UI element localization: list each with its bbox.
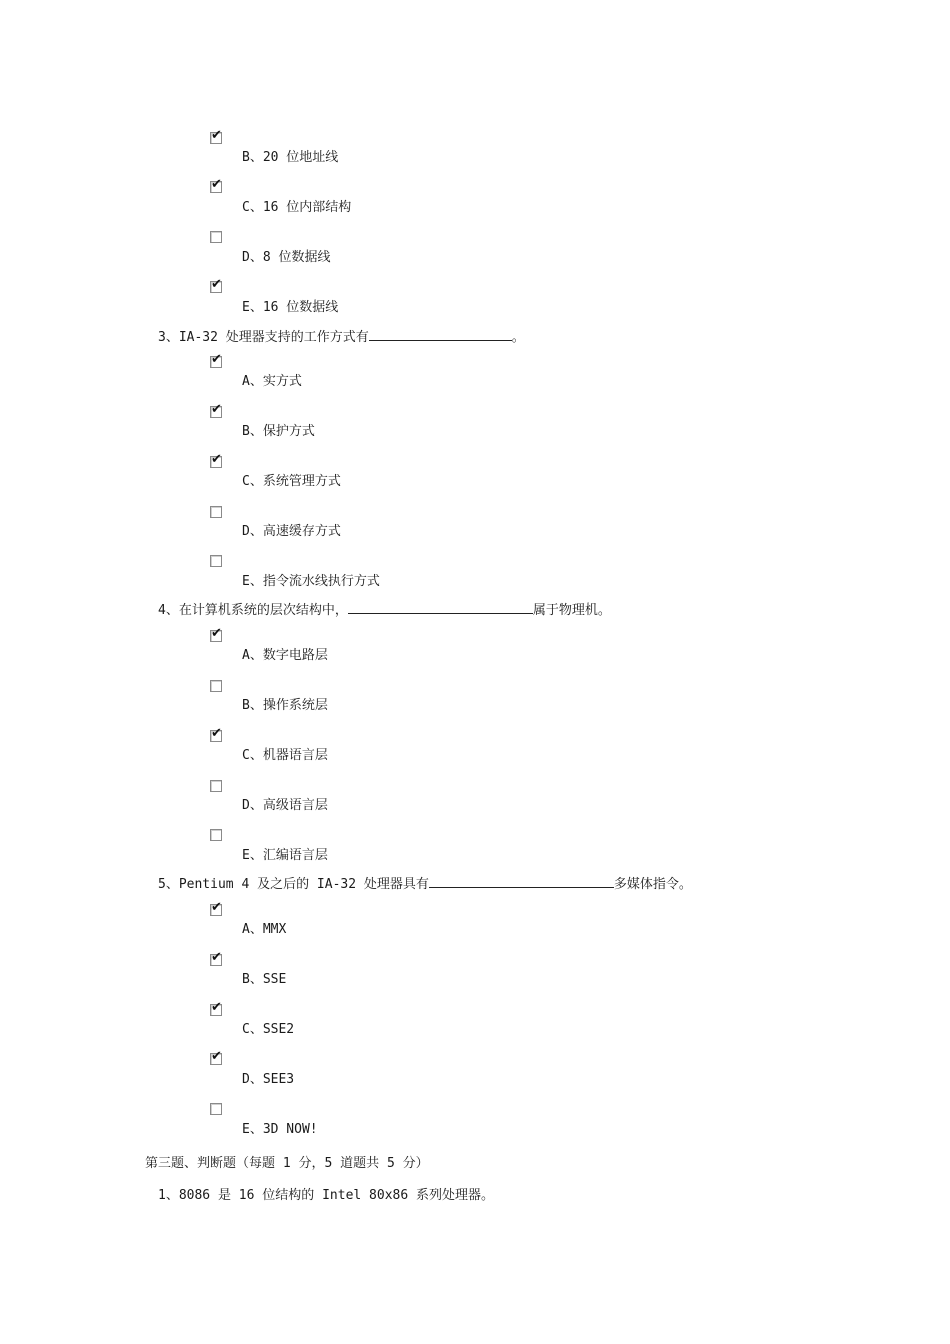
answer-blank xyxy=(348,602,533,614)
option-label: C、系统管理方式 xyxy=(242,474,341,489)
checkmark-icon: ✔ xyxy=(211,726,222,741)
checkmark-icon: ✔ xyxy=(211,352,222,367)
option-checkbox[interactable] xyxy=(210,726,222,742)
option-checkbox[interactable] xyxy=(210,680,222,692)
question-5-stem: 5、Pentium 4 及之后的 IA-32 处理器具有 多媒体指令。 xyxy=(158,877,692,892)
checkmark-icon: ✔ xyxy=(211,402,222,417)
checkmark-icon: ✔ xyxy=(211,177,222,192)
option-checkbox[interactable] xyxy=(210,277,222,293)
option-label: E、指令流水线执行方式 xyxy=(242,574,380,589)
option-label: A、数字电路层 xyxy=(242,648,328,663)
option-label: D、高级语言层 xyxy=(242,798,328,813)
option-label: D、高速缓存方式 xyxy=(242,524,341,539)
checkmark-icon: ✔ xyxy=(211,900,222,915)
option-label: E、3D NOW! xyxy=(242,1122,318,1137)
option-checkbox[interactable] xyxy=(210,1103,222,1115)
judgment-question-1: 1、8086 是 16 位结构的 Intel 80x86 系列处理器。 xyxy=(158,1188,495,1203)
answer-blank xyxy=(369,329,512,341)
question-4-stem: 4、在计算机系统的层次结构中， 属于物理机。 xyxy=(158,603,611,618)
option-checkbox[interactable] xyxy=(210,352,222,368)
option-label: A、MMX xyxy=(242,922,287,937)
option-checkbox[interactable] xyxy=(210,1000,222,1016)
option-label: B、操作系统层 xyxy=(242,698,328,713)
option-checkbox[interactable] xyxy=(210,555,222,567)
checkmark-icon: ✔ xyxy=(211,277,222,292)
option-checkbox[interactable] xyxy=(210,128,222,144)
option-checkbox[interactable] xyxy=(210,626,222,642)
option-checkbox[interactable] xyxy=(210,231,222,243)
option-label: A、实方式 xyxy=(242,374,302,389)
checkmark-icon: ✔ xyxy=(211,950,222,965)
option-label: B、20 位地址线 xyxy=(242,150,339,165)
option-label: E、汇编语言层 xyxy=(242,848,328,863)
option-checkbox[interactable] xyxy=(210,829,222,841)
option-label: C、SSE2 xyxy=(242,1022,295,1037)
option-label: C、16 位内部结构 xyxy=(242,200,352,215)
option-label: D、8 位数据线 xyxy=(242,250,331,265)
option-label: B、保护方式 xyxy=(242,424,315,439)
checkmark-icon: ✔ xyxy=(211,1000,222,1015)
option-checkbox[interactable] xyxy=(210,1049,222,1065)
section-title: 第三题、判断题（每题 1 分，5 道题共 5 分） xyxy=(145,1156,429,1171)
answer-blank xyxy=(429,876,614,888)
option-checkbox[interactable] xyxy=(210,452,222,468)
option-checkbox[interactable] xyxy=(210,900,222,916)
option-checkbox[interactable] xyxy=(210,402,222,418)
checkmark-icon: ✔ xyxy=(211,128,222,143)
checkmark-icon: ✔ xyxy=(211,1049,222,1064)
option-checkbox[interactable] xyxy=(210,506,222,518)
option-label: C、机器语言层 xyxy=(242,748,328,763)
option-label: E、16 位数据线 xyxy=(242,300,339,315)
option-checkbox[interactable] xyxy=(210,177,222,193)
option-label: D、SEE3 xyxy=(242,1072,295,1087)
checkmark-icon: ✔ xyxy=(211,452,222,467)
option-checkbox[interactable] xyxy=(210,780,222,792)
option-checkbox[interactable] xyxy=(210,950,222,966)
question-3-stem: 3、IA-32 处理器支持的工作方式有 。 xyxy=(158,330,525,345)
checkmark-icon: ✔ xyxy=(211,626,222,641)
option-label: B、SSE xyxy=(242,972,287,987)
